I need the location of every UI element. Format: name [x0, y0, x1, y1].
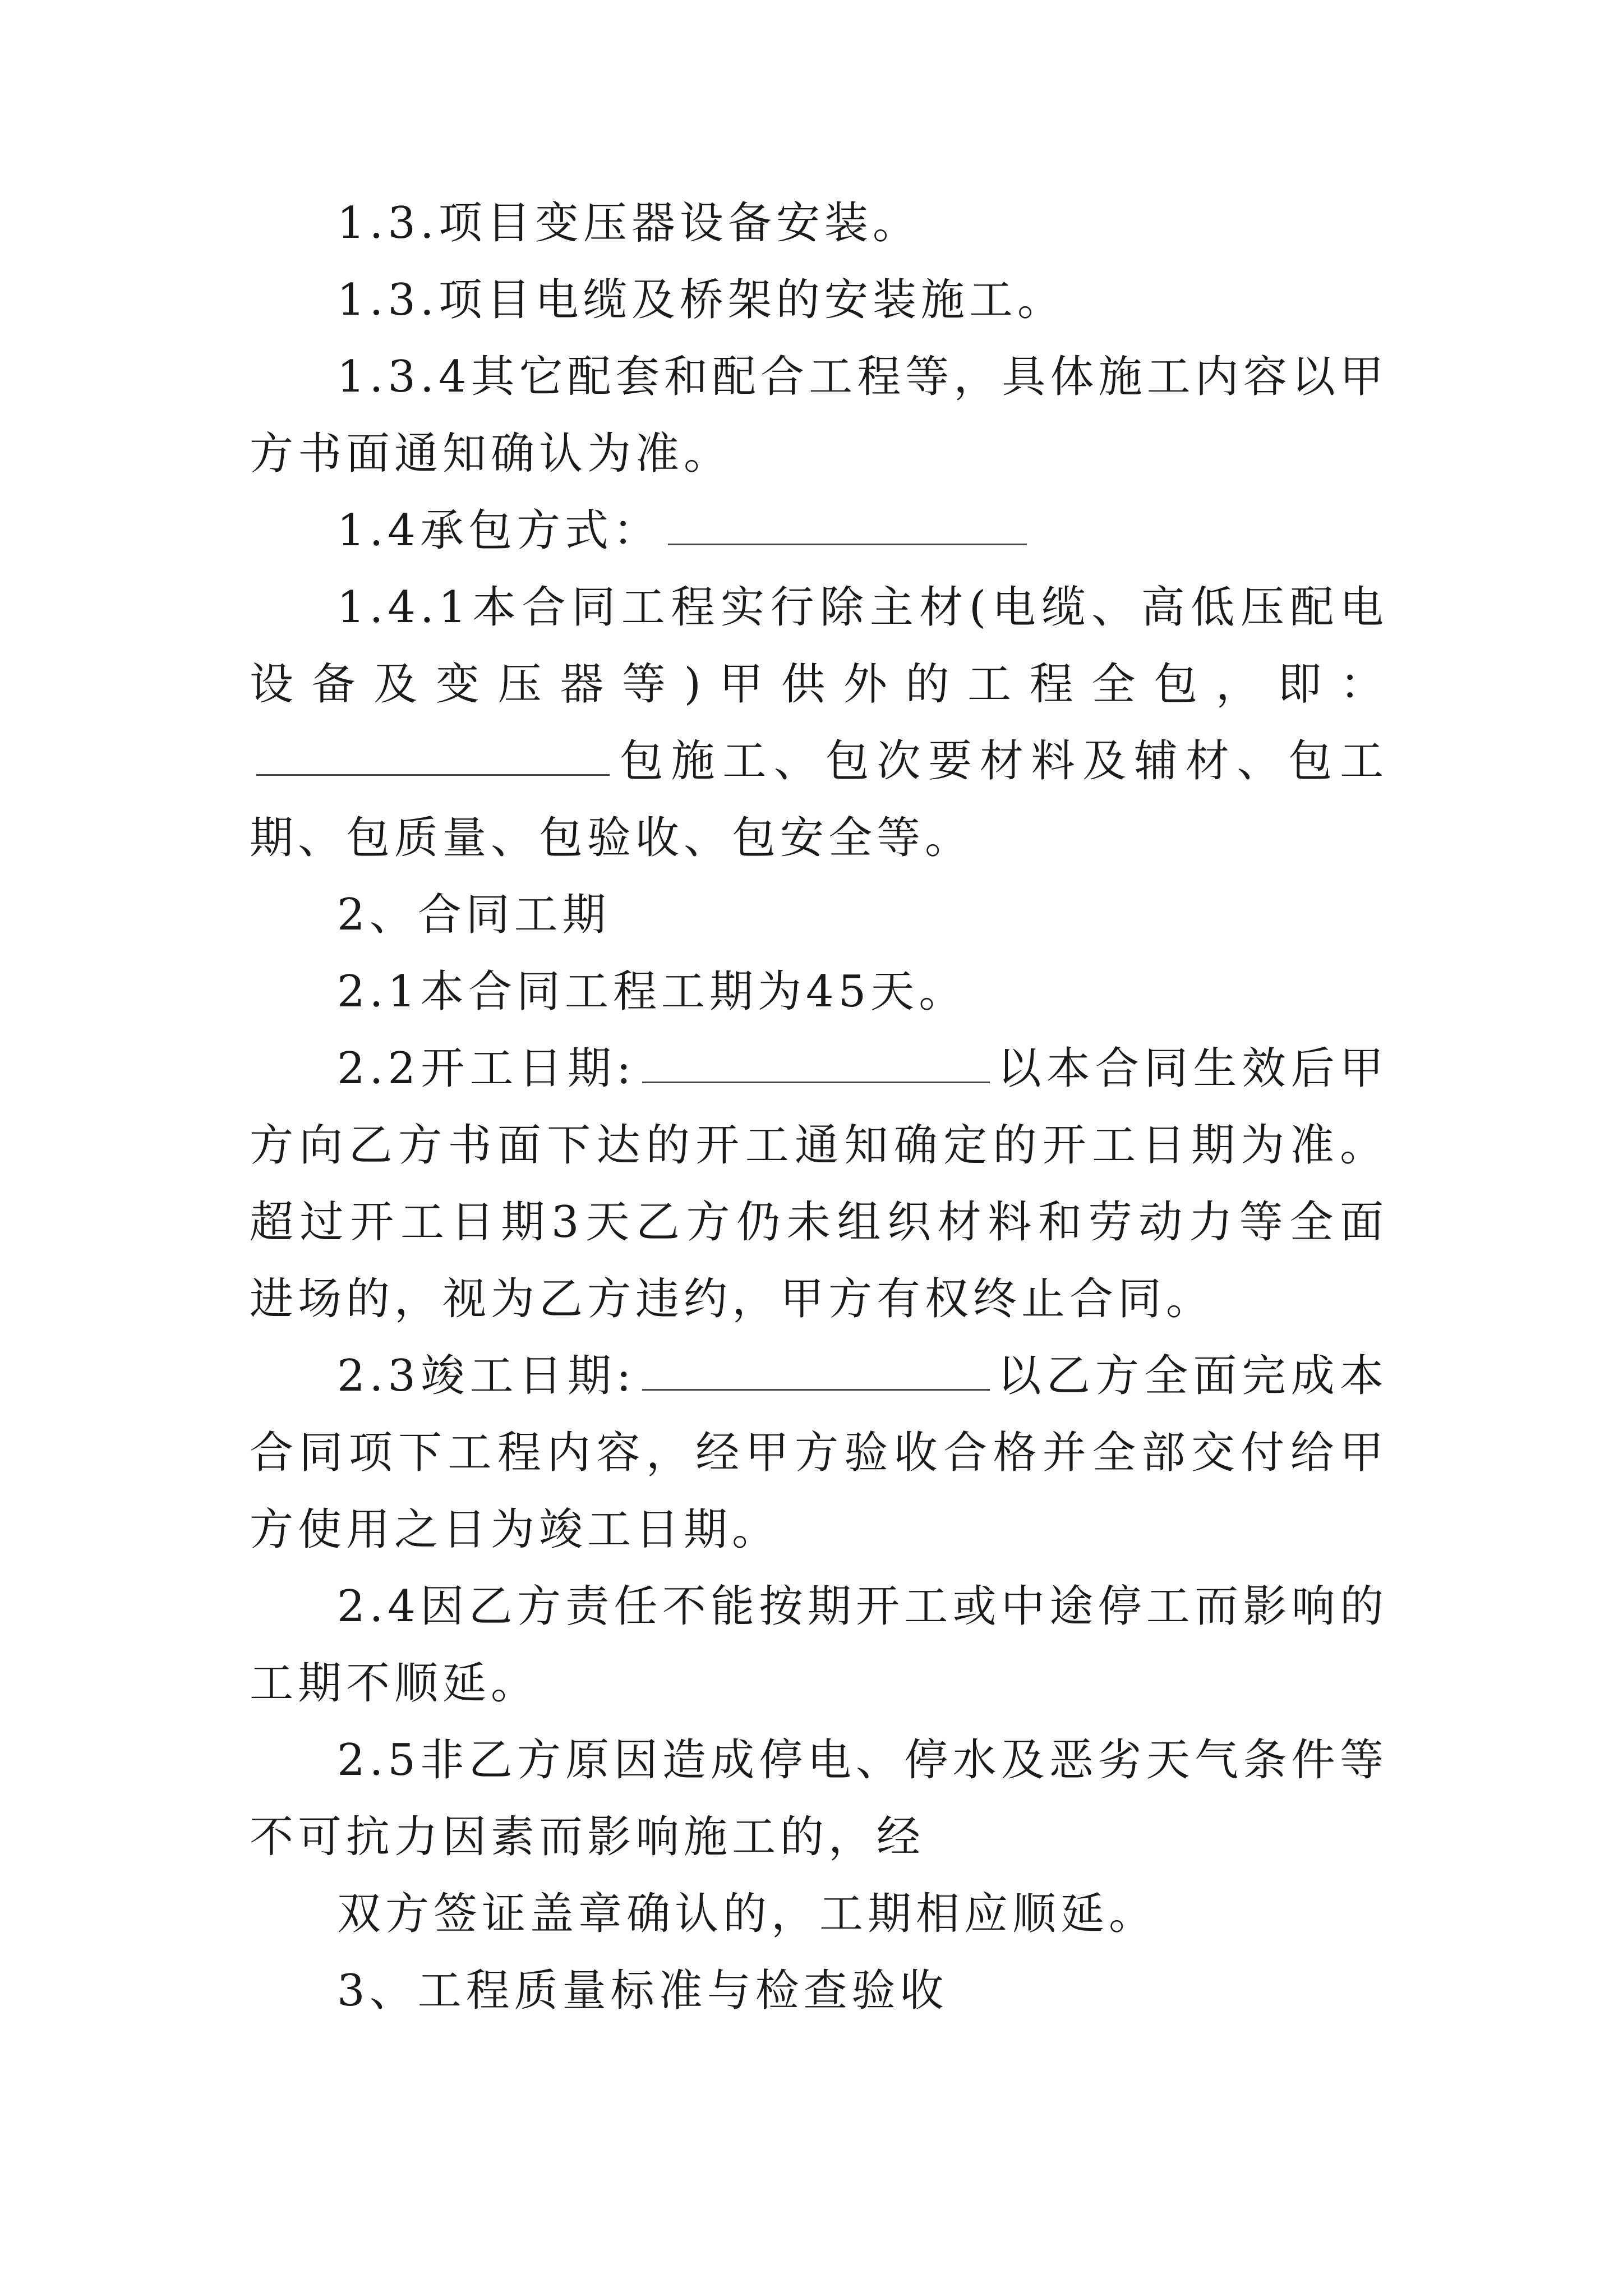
paragraph-2-5-continuation: 双方签证盖章确认的，工期相应顺延。 — [337, 1889, 1158, 1939]
paragraph-1-4-contract-mode — [250, 493, 1388, 569]
scope-blank[interactable] — [256, 740, 610, 776]
paragraph-2-2-after: 以本合同生效后甲方向乙方书面下达的开工通知确定的开工日期为准。超过开工日期3天乙方仍未组织材料和劳动力等全面进场的，视为乙方违约，甲方有权终止合同。 — [250, 1043, 1388, 1324]
contract-mode-blank[interactable] — [668, 510, 1027, 545]
paragraph-1-4-1-after: 包施工、包次要材料及辅材、包工期、包质量、包验收、包安全等。 — [250, 736, 1388, 863]
paragraph-1-3-transformer: 1.3.项目变压器设备安装。 — [337, 198, 921, 249]
paragraph-1-4-1-scope — [250, 569, 1388, 877]
paragraph-2-5-force-majeure: 2.5非乙方原因造成停电、停水及恶劣天气条件等不可抗力因素而影响施工的，经 — [250, 1735, 1388, 1862]
document-body — [250, 185, 1388, 2030]
heading-2-contract-period: 2、合同工期 — [337, 890, 611, 940]
paragraph-1-3-4-other-works: 1.3.4其它配套和配合工程等，具体施工内容以甲方书面通知确认为准。 — [250, 352, 1388, 479]
paragraph-1-3-cable: 1.3.项目电缆及桥架的安装施工。 — [337, 275, 1066, 325]
paragraph-2-2-label: 2.2开工日期: — [337, 1043, 636, 1094]
paragraph-2-1-duration: 2.1本合同工程工期为45天。 — [337, 967, 967, 1017]
heading-3-quality-inspection: 3、工程质量标准与检查验收 — [337, 1966, 948, 2016]
paragraph-1-4-1-before: 1.4.1本合同工程实行除主材(电缆、高低压配电设备及变压器等)甲供外的工程全包，即： — [250, 582, 1388, 710]
paragraph-2-2-start-date — [250, 1030, 1388, 1338]
paragraph-2-4-delay: 2.4因乙方责任不能按期开工或中途停工而影响的工期不顺延。 — [250, 1581, 1388, 1709]
paragraph-2-3-label: 2.3竣工日期: — [337, 1351, 636, 1401]
paragraph-2-3-completion-date — [250, 1338, 1388, 1568]
paragraph-2-3-after: 以乙方全面完成本合同项下工程内容，经甲方验收合格并全部交付给甲方使用之日为竣工日期。 — [250, 1351, 1388, 1555]
completion-date-blank[interactable] — [642, 1355, 990, 1391]
paragraph-1-4-label: 1.4承包方式： — [337, 505, 662, 556]
start-date-blank[interactable] — [642, 1048, 990, 1083]
